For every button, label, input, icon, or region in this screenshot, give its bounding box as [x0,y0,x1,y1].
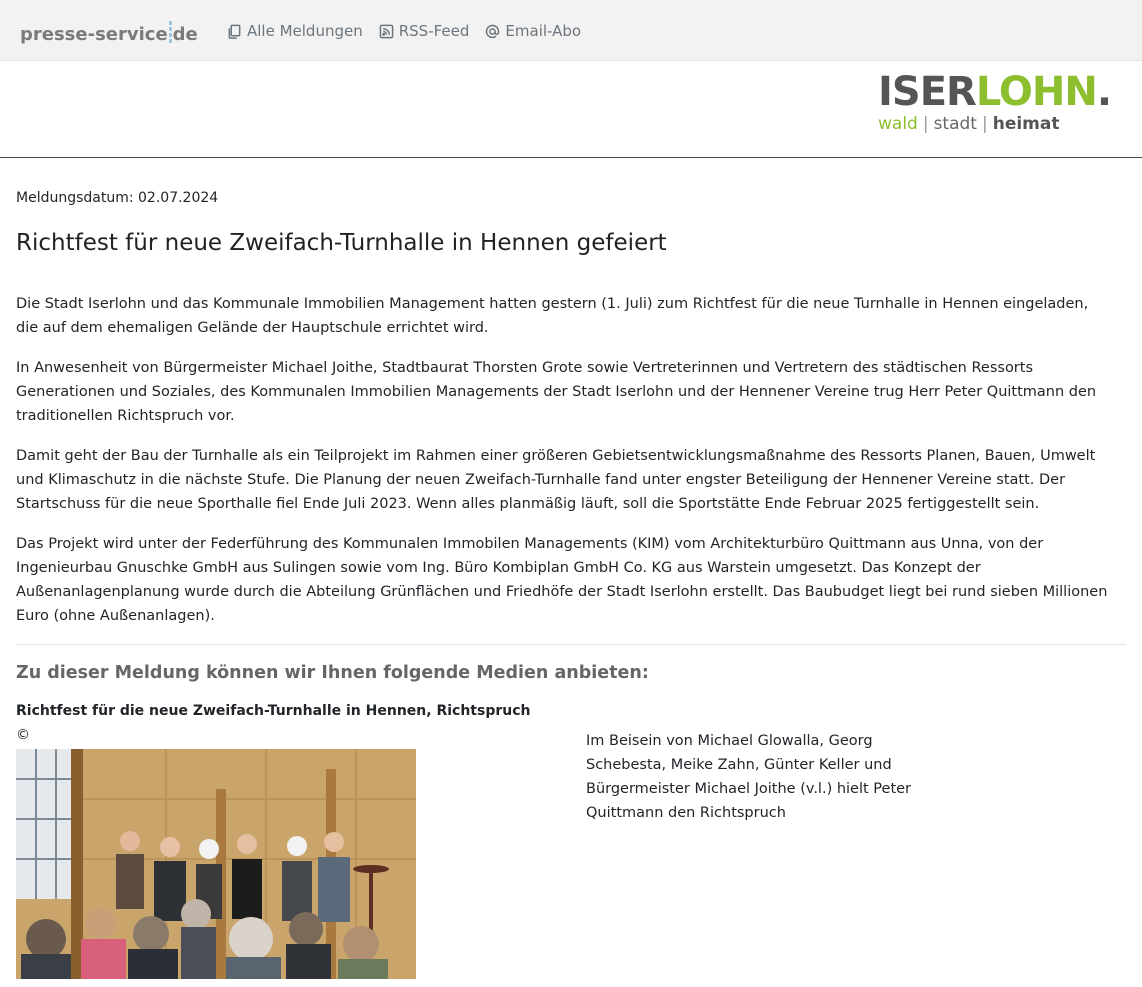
tagline-stadt: stadt [933,114,977,134]
nav-label: Alle Meldungen [247,22,363,40]
tagline-separator: | [922,114,929,134]
release-date: Meldungsdatum: 02.07.2024 [16,190,219,206]
logo-lohn: LOHN [975,69,1097,115]
nav-label: RSS-Feed [398,22,470,40]
photo-richtfest [16,749,416,979]
nav-all-releases[interactable] [227,22,363,40]
section-divider [16,644,1126,645]
media-heading: Zu dieser Meldung können wir Ihnen folgende Medien anbieten: [16,663,649,683]
site-brand-link[interactable] [20,21,198,45]
brand-separator [169,21,172,45]
nav-rss-feed[interactable] [379,22,470,40]
media-item [16,727,1111,987]
media-item-title: Richtfest für die neue Zweifach-Turnhalle in Hennen, Richtspruch [16,703,531,719]
tagline-wald: wald [878,114,918,134]
article-title: Richtfest für neue Zweifach-Turnhalle in Hennen gefeiert [16,230,667,256]
logo-iser: ISER [878,69,976,115]
article-paragraph: In Anwesenheit von Bürgermeister Michael Joithe, Stadtbaurat Thorsten Grote sowie Vertreterinnen und Vertretern des städtischen Ressorts Generationen und Soziales, des Kommunalen Immobilien Managements der Stadt Iserlohn und der Hennener Vereine trug Herr Peter Quittmann den traditionellen Richtspruch vor. [16,360,1097,424]
logo-dot: . [1096,69,1112,115]
media-caption: Im Beisein von Michael Glowalla, Georg Schebesta, Meike Zahn, Günter Keller und Bürgermeister Michael Joithe (v.l.) hielt Peter Quittmann den Richtspruch [586,733,912,821]
logo-wordmark [878,70,1111,114]
rss-icon [379,24,394,39]
article-paragraph: Damit geht der Bau der Turnhalle als ein Teilprojekt im Rahmen einer größeren Gebietsentwicklungsmaßnahme des Ressorts Planen, Bauen, Umwelt und Klimaschutz in die nächste Stufe. Die Planung der neuen Zweifach-Turnhalle fand unter engster Beteiligung der Hennener Vereine statt. Der Startschuss für die neue Sporthalle fiel Ende Juli 2023. Wenn alles planmäßig läuft, soll die Sportstätte Ende Februar 2025 fertiggestellt sein. [16,448,1096,512]
brand-tld: de [172,24,198,45]
logo-tagline [878,114,1111,134]
article-paragraph: Die Stadt Iserlohn und das Kommunale Immobilien Management hatten gestern (1. Juli) zum Richtfest für die neue Turnhalle in Hennen eingeladen, die auf dem ehemaligen Gelände der Hauptschule errichtet wird. [16,296,1089,336]
top-navbar [0,0,1142,61]
iserlohn-logo[interactable] [878,70,1111,134]
main-nav [227,22,581,40]
article-content [16,190,1111,987]
nav-label: Email-Abo [505,22,582,40]
header-divider [0,157,1142,158]
copyright-notice: © [16,727,30,743]
brand-name: presse-service [20,24,168,45]
at-icon [485,24,500,39]
media-photo[interactable] [16,749,416,979]
nav-email-subscription[interactable] [485,22,581,40]
tagline-heimat: heimat [992,114,1060,134]
article-paragraph: Das Projekt wird unter der Federführung des Kommunalen Immobilen Managements (KIM) vom Architekturbüro Quittmann aus Unna, von der Ingenieurbau Gnuschke GmbH aus Sulingen sowie vom Ing. Büro Kombiplan GmbH Co. KG aus Warstein umgesetzt. Das Konzept der Außenanlagenplanung wurde durch die Abteilung Grünflächen und Friedhöfe der Stadt Iserlohn erstellt. Das Baubudget liegt bei rund sieben Millionen Euro (ohne Außenanlagen). [16,536,1108,624]
copy-icon [227,24,242,39]
article-body [16,292,1111,628]
tagline-separator: | [981,114,988,134]
